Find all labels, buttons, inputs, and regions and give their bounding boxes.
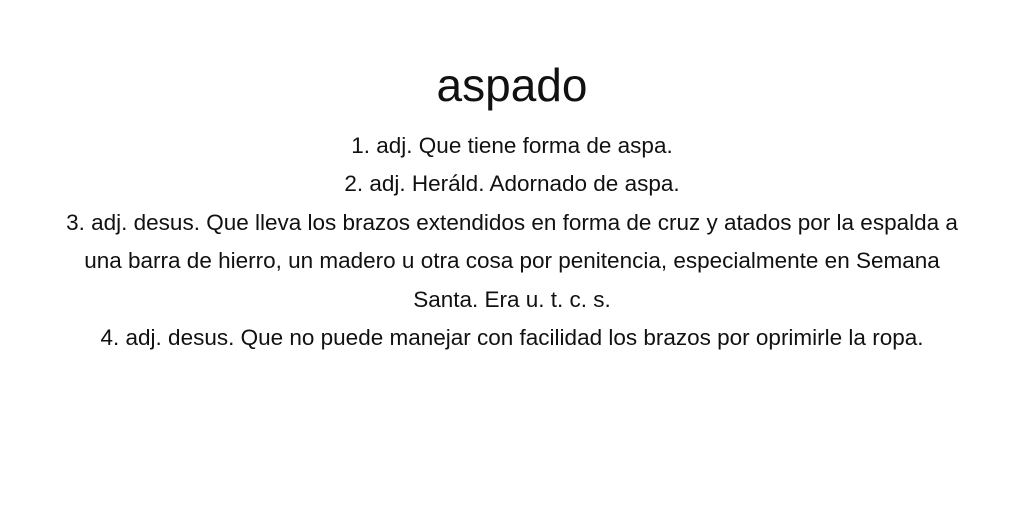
definition-list <box>62 127 962 357</box>
definition-item: 3. adj. desus. Que lleva los brazos extendidos en forma de cruz y atados por la espalda a una barra de hierro, un madero u otra cosa por penitencia, especialmente en Semana Santa. Era u. t. c. s. <box>66 209 958 312</box>
definition-item: 1. adj. Que tiene forma de aspa. <box>351 133 673 158</box>
definition-item: 4. adj. desus. Que no puede manejar con facilidad los brazos por oprimirle la ropa. <box>100 325 924 351</box>
definition-item: 2. adj. Heráld. Adornado de aspa. <box>344 171 680 197</box>
headword: aspado <box>436 59 588 111</box>
